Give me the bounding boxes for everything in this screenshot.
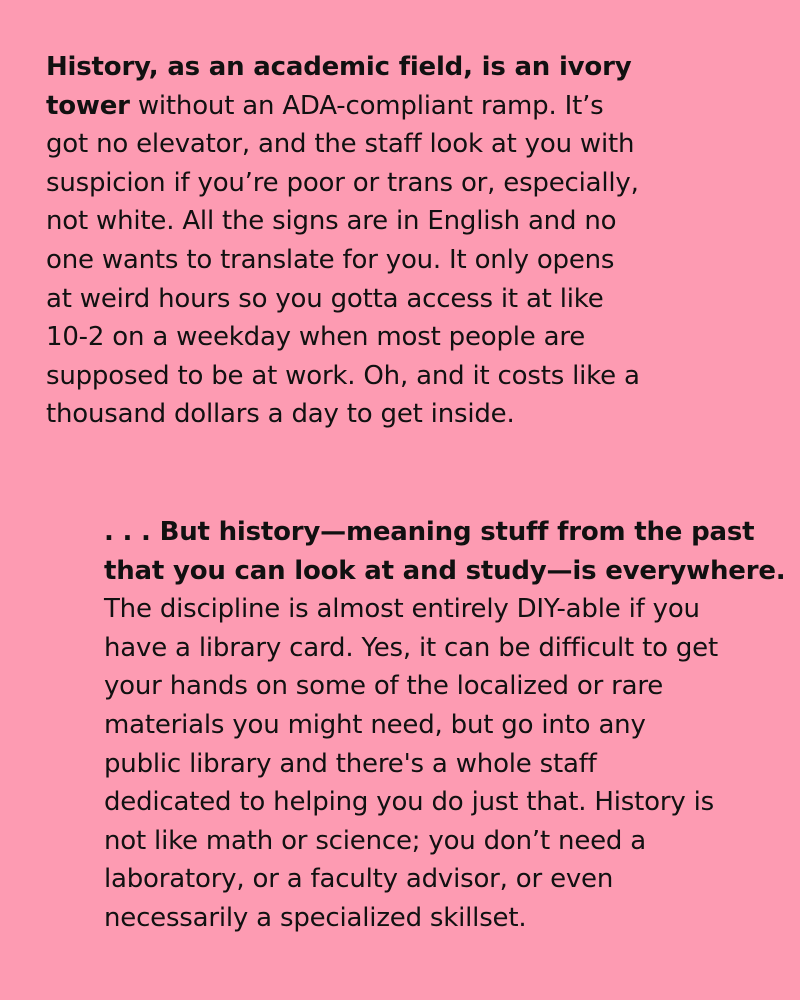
text-line <box>104 629 785 668</box>
text-line <box>46 48 640 87</box>
text-line <box>46 87 640 126</box>
body-text: thousand dollars a day to get inside. <box>46 399 515 430</box>
text-line <box>46 318 640 357</box>
body-text: suspicion if you’re poor or trans or, especially, <box>46 167 639 198</box>
body-text: The discipline is almost entirely DIY-able if you <box>104 594 700 625</box>
body-text: without an ADA-compliant ramp. It’s <box>129 90 604 121</box>
body-text: not like math or science; you don’t need a <box>104 825 647 856</box>
paragraph-academic-history <box>46 48 640 434</box>
bold-text: . . . But history—meaning stuff from the past <box>104 517 755 547</box>
text-line <box>46 280 640 319</box>
body-text: dedicated to helping you do just that. History is <box>104 787 714 818</box>
text-line <box>104 783 785 822</box>
text-line <box>104 822 785 861</box>
bold-text: History, as an academic field, is an ivory <box>46 52 632 82</box>
paragraph-history-everywhere <box>104 513 785 938</box>
text-line <box>46 395 640 434</box>
body-text: necessarily a specialized skillset. <box>104 902 527 933</box>
text-line <box>46 241 640 280</box>
body-text: laboratory, or a faculty advisor, or even <box>104 864 614 895</box>
text-line <box>104 899 785 938</box>
text-line <box>104 706 785 745</box>
text-line <box>104 513 785 552</box>
text-line <box>46 125 640 164</box>
body-text: public library and there's a whole staff <box>104 748 597 779</box>
body-text: have a library card. Yes, it can be difficult to get <box>104 632 718 663</box>
text-line <box>46 202 640 241</box>
body-text: got no elevator, and the staff look at you with <box>46 129 635 160</box>
body-text: supposed to be at work. Oh, and it costs like a <box>46 360 640 391</box>
text-line <box>104 745 785 784</box>
body-text: at weird hours so you gotta access it at like <box>46 283 604 314</box>
body-text: your hands on some of the localized or rare <box>104 671 664 702</box>
text-line <box>104 552 785 591</box>
bold-text: that you can look at and study—is everywhere. <box>104 555 786 586</box>
text-line <box>46 164 640 203</box>
text-line <box>104 667 785 706</box>
bold-text: tower <box>46 90 130 121</box>
body-text: materials you might need, but go into any <box>104 709 646 740</box>
body-text: one wants to translate for you. It only opens <box>46 244 615 275</box>
body-text: not white. All the signs are in English and no <box>46 206 617 237</box>
body-text: 10-2 on a weekday when most people are <box>46 322 586 353</box>
text-line <box>104 590 785 629</box>
text-line <box>46 357 640 396</box>
text-line <box>104 860 785 899</box>
